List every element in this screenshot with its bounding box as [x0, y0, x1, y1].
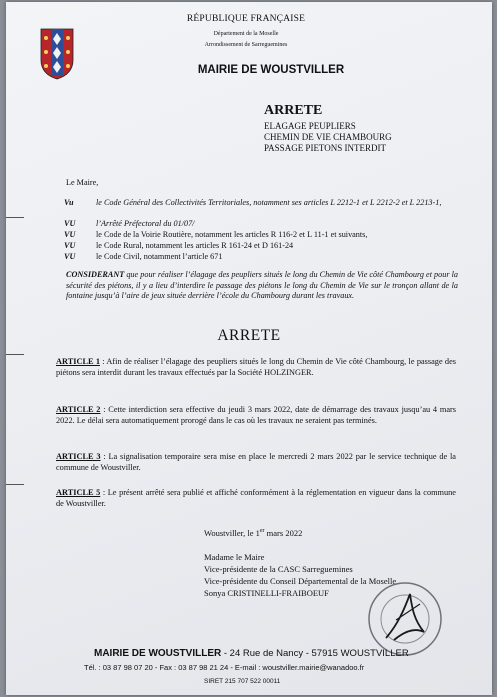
- article-paragraph: [56, 405, 456, 426]
- binder-mark: [6, 217, 24, 218]
- signatory-line: Madame le Maire: [204, 552, 265, 562]
- footer-siret: SIRET 215 707 522 00011: [204, 678, 281, 685]
- article-label: ARTICLE 3: [56, 452, 101, 461]
- visa-label: VU: [64, 219, 76, 228]
- considerant-label: CONSIDERANT: [66, 270, 125, 279]
- visa-text: le Code Général des Collectivités Territoriales, notamment ses articles L 2212-1 et L 2212-2 et L 2213-1,: [96, 198, 442, 207]
- subtitle-line: CHEMIN DE VIE CHAMBOURG: [264, 132, 392, 142]
- date-text: Woustviller, le 1: [204, 527, 260, 538]
- coat-of-arms-icon: [40, 28, 74, 80]
- visa-text: le Code de la Voirie Routière, notamment les articles R 116-2 et L 11-1 et suivants,: [96, 230, 368, 239]
- footer-name: MAIRIE DE WOUSTVILLER: [94, 648, 222, 659]
- footer-address: [94, 648, 409, 659]
- article-text: : Le présent arrêté sera publié et affiché conformément à la réglementation en vigueur dans la commune de Woustviller.: [56, 488, 456, 508]
- considerant-text: que pour réaliser l’élagage des peupliers situés le long du Chemin de Vie côté Chambourg et pour la sécurité des piétons, il y a lieu d’interdire le passage des piétons le long du Chemin de Vie sur le tronçon allant de la fontaine jusqu’à l’aire de jeux située derrière l’école du Chambourg durant les travaux.: [66, 270, 458, 301]
- visa-label: VU: [64, 241, 76, 250]
- footer-contact: Tél. : 03 87 98 07 20 - Fax : 03 87 98 21 24 - E-mail : woustviller.mairie@wanadoo.fr: [84, 663, 365, 672]
- subtitle-line: PASSAGE PIETONS INTERDIT: [264, 143, 387, 153]
- article-paragraph: [56, 488, 456, 509]
- article-text: : La signalisation temporaire sera mise en place le mercredi 2 mars 2022 par le service technique de la commune de Woustviller.: [56, 452, 456, 472]
- footer-street: - 24 Rue de Nancy - 57915 WOUSTVILLER: [221, 648, 409, 659]
- subtitle-line: ELAGAGE PEUPLIERS: [264, 121, 356, 131]
- visa-text: l’Arrêté Préfectoral du 01/07/: [96, 219, 195, 228]
- arrondissement-line: Arrondissement de Sarreguemines: [204, 42, 288, 48]
- salutation: Le Maire,: [66, 178, 99, 187]
- department-line: Département de la Moselle: [213, 31, 279, 37]
- binder-mark: [6, 484, 24, 485]
- signatory-line: Vice-présidente du Conseil Départemental de la Moselle: [204, 576, 397, 586]
- article-paragraph: [56, 357, 456, 378]
- article-label: ARTICLE 5: [56, 488, 101, 497]
- article-text: : Cette interdiction sera effective du jeudi 3 mars 2022, date de démarrage des travaux jusqu’au 4 mars 2022. Le délai sera automatiquement prorogé dans le cas où les travaux ne seraient pas terminés.: [56, 405, 456, 425]
- date-line: [204, 526, 302, 539]
- mairie-heading: MAIRIE DE WOUSTVILLER: [197, 64, 345, 76]
- considerant-paragraph: [66, 270, 458, 302]
- article-paragraph: [56, 452, 456, 473]
- visa-label: VU: [64, 252, 76, 261]
- article-label: ARTICLE 1: [56, 357, 100, 366]
- date-ordinal: er: [259, 528, 265, 534]
- signatory-name: Sonya CRISTINELLI-FRAIBOEUF: [204, 588, 329, 598]
- signatory-line: Vice-présidente de la CASC Sarreguemines: [204, 564, 353, 574]
- visa-text: le Code Rural, notamment les articles R 161-24 et D 161-24: [96, 241, 294, 250]
- binder-mark: [6, 354, 24, 355]
- article-label: ARTICLE 2: [56, 405, 101, 414]
- visa-label: Vu: [64, 198, 74, 207]
- official-stamp-icon: [366, 580, 444, 658]
- article-text: : Afin de réaliser l’élagage des peupliers situés le long du Chemin de Vie côté Chambourg, le passage des piétons sera interdit durant les travaux effectués par la Société HOLZINGER.: [56, 357, 456, 377]
- republic-heading: RÉPUBLIQUE FRANÇAISE: [186, 14, 306, 24]
- visa-label: VU: [64, 230, 76, 239]
- document-page: [6, 2, 492, 695]
- decision-title: ARRETE: [217, 327, 281, 344]
- arrete-title: ARRETE: [264, 103, 323, 118]
- date-text: mars 2022: [264, 527, 303, 538]
- visa-text: le Code Civil, notamment l’article 671: [96, 252, 223, 261]
